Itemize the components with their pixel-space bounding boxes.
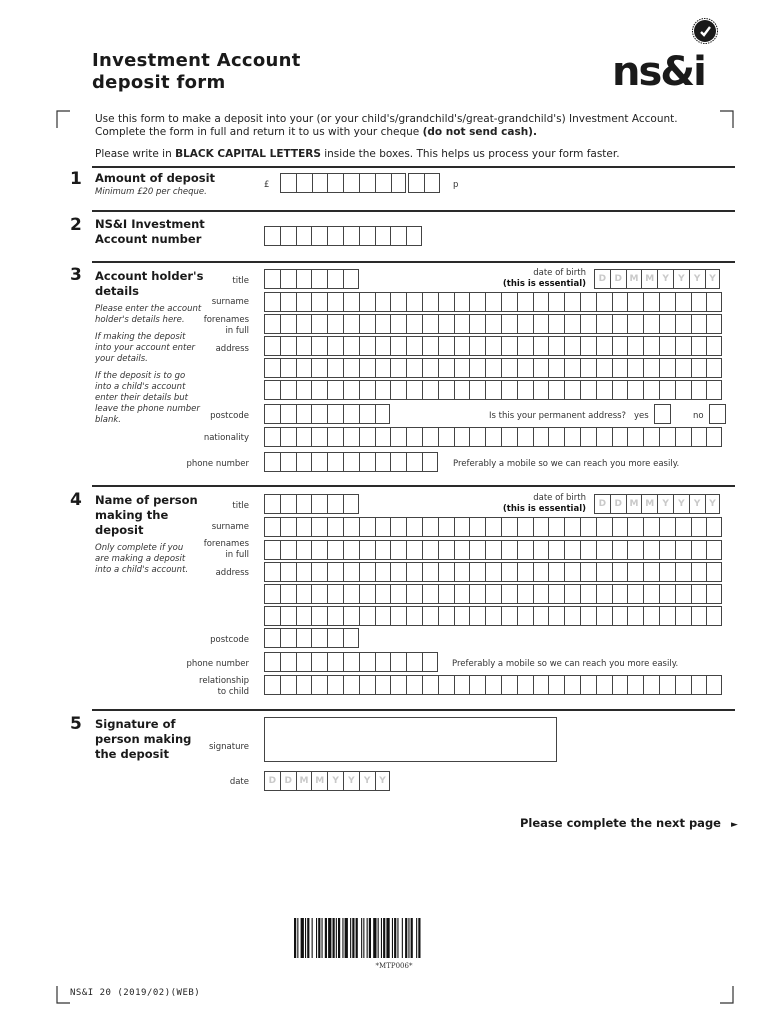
barcode-bar xyxy=(411,918,413,958)
depositor-postcode-input[interactable] xyxy=(264,628,359,648)
permanent-no-checkbox[interactable] xyxy=(709,404,726,424)
section-title: Amount of deposit xyxy=(95,171,216,185)
barcode-bar xyxy=(363,918,364,958)
barcode-bar xyxy=(416,918,417,958)
intro-line-2: Complete the form in full and return it to us with your cheque (do not send cash). xyxy=(95,126,537,138)
forenames-label: forenames in full xyxy=(203,315,249,336)
intro-line-3: Please write in BLACK CAPITAL LETTERS inside the boxes. This helps us process your form faster. xyxy=(95,148,620,160)
barcode-bar xyxy=(322,918,323,958)
section-title: Signature of person making the deposit xyxy=(95,717,192,761)
holder-address-line-1[interactable] xyxy=(264,336,722,356)
barcode-bar xyxy=(369,918,371,958)
signature-label: signature xyxy=(208,742,249,752)
dob-label: date of birth xyxy=(533,268,586,278)
relationship-label: relationship to child xyxy=(199,676,249,697)
holder-postcode-input[interactable] xyxy=(264,404,390,424)
section-number: 5 xyxy=(70,714,82,734)
section-divider xyxy=(92,210,735,212)
barcode-bar xyxy=(333,918,335,958)
barcode-bar xyxy=(378,918,379,958)
section-title: NS&I Investment Account number xyxy=(95,217,205,246)
section-title: Account holder's details xyxy=(95,269,204,298)
phone-label: phone number xyxy=(186,459,249,469)
section-title: Name of person making the deposit xyxy=(95,493,198,537)
barcode-bar xyxy=(318,918,320,958)
depositor-address-line-2[interactable] xyxy=(264,584,722,604)
barcode-bar xyxy=(316,918,317,958)
phone-hint: Preferably a mobile so we can reach you more easily. xyxy=(453,459,680,469)
address-label: address xyxy=(215,568,249,578)
barcode-bar xyxy=(312,918,313,958)
barcode-bar xyxy=(336,918,337,958)
holder-dob-input[interactable]: D D M M Y Y Y Y xyxy=(594,269,720,289)
signature-box[interactable] xyxy=(264,717,557,762)
section-note: Please enter the account holder's details here. If making the deposit into your account enter your details. If the deposit is to go into a child's account enter their details but leave the phone number blank. xyxy=(95,304,202,425)
amount-pounds-input[interactable] xyxy=(280,173,406,193)
pound-sign: £ xyxy=(264,180,270,190)
right-arrow-icon: ► xyxy=(731,820,738,830)
depositor-title-input[interactable] xyxy=(264,494,359,514)
barcode-bar xyxy=(383,918,385,958)
phone-label: phone number xyxy=(186,659,249,669)
surname-label: surname xyxy=(211,297,249,307)
holder-title-input[interactable] xyxy=(264,269,359,289)
depositor-dob-input[interactable]: D D M M Y Y Y Y xyxy=(594,494,720,514)
yes-label: yes xyxy=(634,411,649,421)
barcode-bar xyxy=(361,918,362,958)
holder-nationality-input[interactable] xyxy=(264,427,722,447)
depositor-forenames-input[interactable] xyxy=(264,540,722,560)
barcode-bar xyxy=(342,918,343,958)
nationality-label: nationality xyxy=(203,433,249,443)
section-note: Minimum £20 per cheque. xyxy=(95,187,207,197)
barcode-bar xyxy=(350,918,351,958)
forenames-label: forenames in full xyxy=(203,539,249,560)
next-page-prompt: Please complete the next page ► xyxy=(520,816,738,830)
intro-line-1: Use this form to make a deposit into your (or your child's/grandchild's/great-grandchild's) Investment Account. xyxy=(95,113,678,125)
holder-phone-input[interactable] xyxy=(264,452,438,472)
depositor-address-line-3[interactable] xyxy=(264,606,722,626)
barcode-bar xyxy=(325,918,327,958)
date-label: date xyxy=(229,777,249,787)
form-reference: NS&I 20 (2019/02)(WEB) xyxy=(70,988,201,998)
barcode-bar xyxy=(338,918,340,958)
barcode-bar xyxy=(297,918,298,958)
barcode-bar xyxy=(305,918,306,958)
postcode-label: postcode xyxy=(210,411,249,421)
nsandi-logo xyxy=(612,18,724,95)
section-number: 1 xyxy=(70,169,82,189)
section-divider xyxy=(92,485,735,487)
logo-wordmark: ns&i xyxy=(612,49,705,95)
section-divider xyxy=(92,166,735,168)
postcode-label: postcode xyxy=(210,635,249,645)
barcode-bar xyxy=(397,918,398,958)
section-number: 3 xyxy=(70,265,82,285)
barcode-bar xyxy=(328,918,331,958)
section-number: 2 xyxy=(70,215,82,235)
barcode-bar xyxy=(408,918,409,958)
section-number: 4 xyxy=(70,490,82,510)
dob-essential-note: (this is essential) xyxy=(502,504,586,514)
barcode-bar xyxy=(405,918,407,958)
dob-essential-note: (this is essential) xyxy=(502,279,586,289)
title-label: title xyxy=(232,276,249,286)
signature-date-input[interactable]: D D M M Y Y Y Y xyxy=(264,771,390,791)
barcode-bar xyxy=(373,918,376,958)
surname-label: surname xyxy=(211,522,249,532)
barcode-bar xyxy=(356,918,358,958)
barcode-bar xyxy=(418,918,420,958)
pence-label: p xyxy=(453,180,459,190)
depositor-phone-input[interactable] xyxy=(264,652,438,672)
barcode-label: *MTP006* xyxy=(375,962,413,970)
permanent-address-question: Is this your permanent address? xyxy=(489,411,627,421)
relationship-input[interactable] xyxy=(264,675,722,695)
account-number-input[interactable] xyxy=(264,226,422,246)
holder-address-line-3[interactable] xyxy=(264,380,722,400)
crop-mark-icon xyxy=(720,110,734,128)
barcode-bar xyxy=(367,918,368,958)
depositor-address-line-1[interactable] xyxy=(264,562,722,582)
barcode-bar xyxy=(307,918,309,958)
form-title: Investment Account deposit form xyxy=(92,50,301,93)
logo-emblem-icon xyxy=(692,18,718,44)
barcode-bar xyxy=(386,918,389,958)
section-divider xyxy=(92,709,735,711)
holder-forenames-input[interactable] xyxy=(264,314,722,334)
barcode-bar xyxy=(402,918,403,958)
holder-address-line-2[interactable] xyxy=(264,358,722,378)
permanent-yes-checkbox[interactable] xyxy=(654,404,671,424)
barcode-bar xyxy=(294,918,296,958)
holder-surname-input[interactable] xyxy=(264,292,722,312)
barcode-bar xyxy=(345,918,348,958)
barcode-bar xyxy=(392,918,393,958)
dob-label: date of birth xyxy=(533,493,586,503)
amount-pence-input[interactable] xyxy=(408,173,440,193)
no-label: no xyxy=(693,411,704,421)
barcode-bar xyxy=(301,918,304,958)
depositor-surname-input[interactable] xyxy=(264,517,722,537)
crop-mark-icon xyxy=(56,110,70,128)
section-note: Only complete if you are making a deposit into a child's account. xyxy=(95,543,189,575)
barcode-bar xyxy=(352,918,354,958)
barcode-bar xyxy=(394,918,396,958)
title-label: title xyxy=(232,501,249,511)
barcode-bar xyxy=(381,918,382,958)
section-divider xyxy=(92,261,735,263)
phone-hint: Preferably a mobile so we can reach you more easily. xyxy=(452,659,679,669)
barcode xyxy=(294,918,494,958)
crop-mark-icon xyxy=(720,986,734,1004)
address-label: address xyxy=(215,344,249,354)
crop-mark-icon xyxy=(56,986,70,1004)
